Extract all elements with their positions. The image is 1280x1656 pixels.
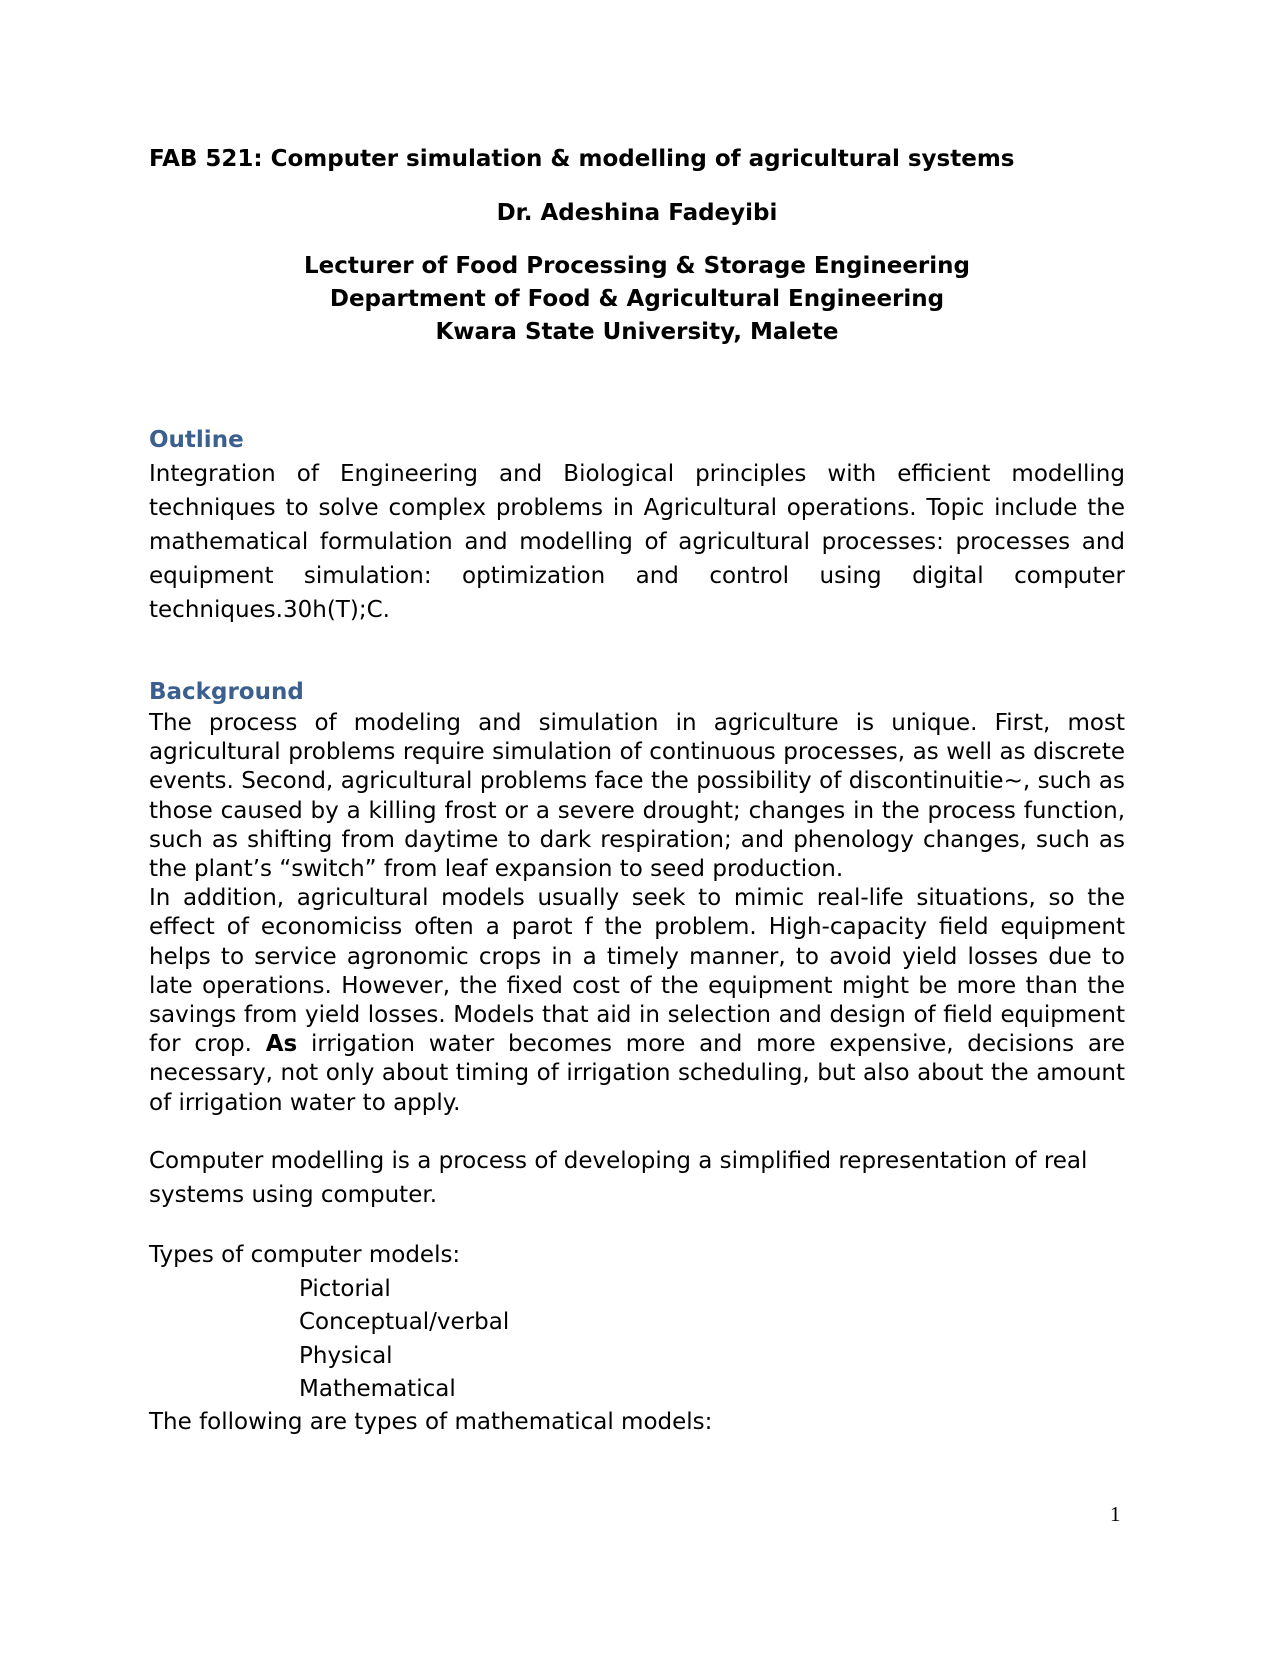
list-item: Conceptual/verbal [299, 1309, 510, 1336]
model-types-label: Types of computer models: [149, 1241, 461, 1268]
model-types-list [299, 1273, 1125, 1407]
list-item: Mathematical [299, 1376, 456, 1403]
background-heading: Background [149, 679, 304, 705]
affiliation-department: Department of Food & Agricultural Engineering [329, 286, 945, 312]
page-number: 1 [1110, 1502, 1121, 1526]
affiliation-position: Lecturer of Food Processing & Storage Engineering [304, 253, 970, 279]
affiliation-university: Kwara State University, Malete [435, 319, 839, 345]
background-paragraph-1: The process of modeling and simulation in agriculture is unique. First, most agricultural problems require simulation of continuous processes, as well as discrete events. Second, agricultural problems face the possibility of discontinuitie~, such as those caused by a killing frost or a severe drought; changes in the process function, such as shifting from daytime to dark respiration; and phenology changes, such as the plant’s “switch” from leaf expansion to seed production. [149, 710, 1125, 883]
page-content [149, 144, 1125, 1437]
background-paragraph-2-start: In addition, agricultural models usually seek to mimic real-life situations, so the effect of economiciss often a parot f the problem. High-capacity field equipment helps to service agronomic crops in a timely manner, to avoid yield losses due to late operations. However, the fixed cost of the equipment might be more than the savings from yield losses. Models that aid in selection and design of field equipment for crop. [149, 885, 1125, 1058]
outline-heading: Outline [149, 427, 244, 453]
outline-paragraph: Integration of Engineering and Biological principles with efficient modelling techniques to solve complex problems in Agricultural operations. Topic include the mathematical formulation and modelling of agricultural processes: processes and equipment simulation: optimization and control using digital computer techniques.30h(T);C. [149, 461, 1125, 623]
background-paragraph-2 [149, 884, 1125, 1118]
list-item: Pictorial [299, 1275, 391, 1302]
background-paragraph-2-bold: As [265, 1031, 298, 1058]
mathematical-models-intro: The following are types of mathematical models: [149, 1408, 713, 1435]
computer-modelling-definition: Computer modelling is a process of developing a simplified representation of real systems using computer. [149, 1147, 1088, 1208]
affiliation-block [149, 250, 1125, 349]
background-paragraph-2-end: irrigation water becomes more and more expensive, decisions are necessary, not only about timing of irrigation scheduling, but also about the amount of irrigation water to apply. [149, 1031, 1126, 1116]
list-item: Physical [299, 1342, 393, 1369]
document-title: FAB 521: Computer simulation & modelling of agricultural systems [149, 146, 1015, 172]
author-name: Dr. Adeshina Fadeyibi [496, 200, 778, 226]
